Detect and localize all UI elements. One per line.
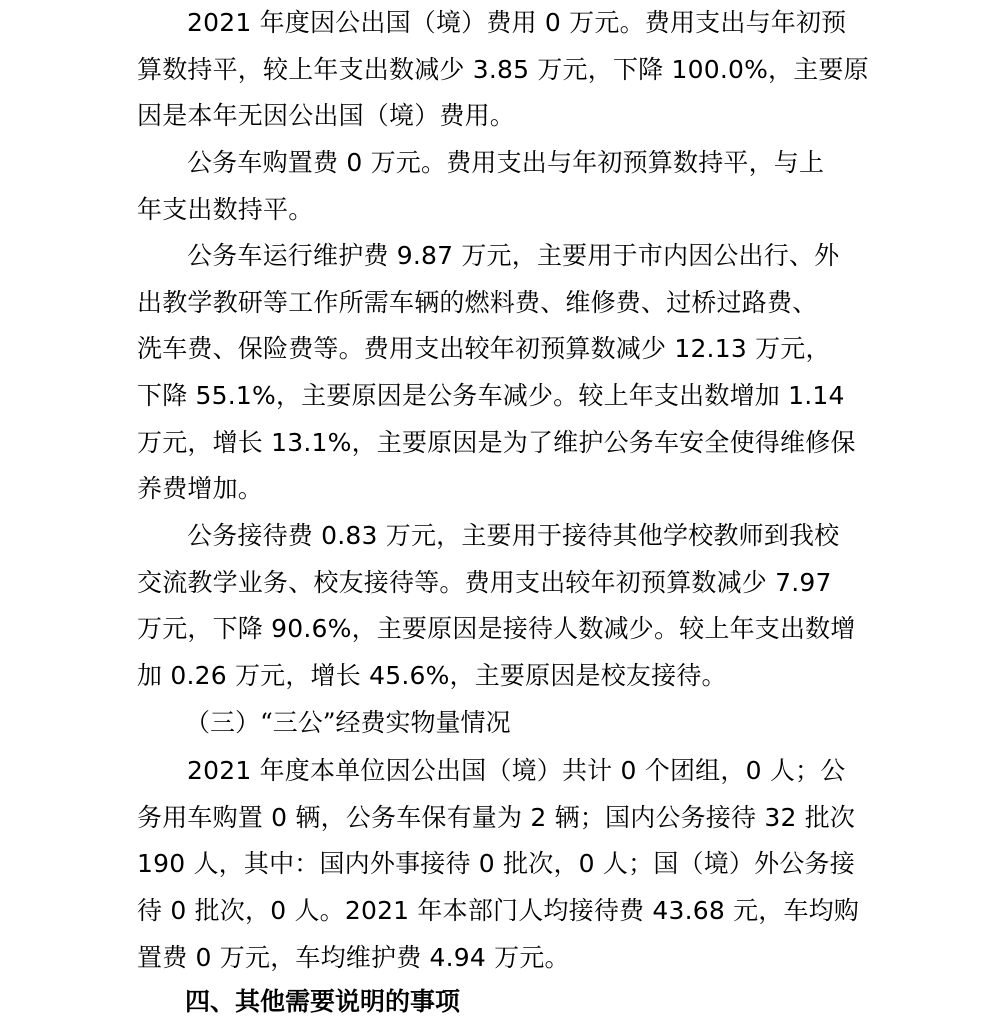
paragraph-line: 190 人，其中：国内外事接待 0 批次，0 人；国（境）外公务接 bbox=[137, 849, 855, 879]
paragraph-line: 2021 年度因公出国（境）费用 0 万元。费用支出与年初预 bbox=[187, 8, 847, 37]
paragraph-line: 公务车运行维护费 9.87 万元，主要用于市内因公出行、外 bbox=[187, 241, 840, 270]
overseas-travel-paragraph bbox=[137, 0, 877, 140]
paragraph-line: 加 0.26 万元，增长 45.6%，主要原因是校友接待。 bbox=[137, 661, 727, 691]
paragraph-line: 因是本年无因公出国（境）费用。 bbox=[137, 101, 516, 131]
paragraph-line: 2021 年度本单位因公出国（境）共计 0 个团组，0 人；公 bbox=[187, 756, 846, 785]
paragraph-line: 出教学教研等工作所需车辆的燃料费、维修费、过桥过路费、 bbox=[137, 287, 818, 317]
paragraph-line: 交流教学业务、校友接待等。费用支出较年初预算数减少 7.97 bbox=[137, 567, 832, 597]
paragraph-line: 万元，下降 90.6%，主要原因是接待人数减少。较上年支出数增 bbox=[137, 614, 856, 644]
paragraph-line: 待 0 批次，0 人。2021 年本部门人均接待费 43.68 元，车均购 bbox=[137, 896, 860, 926]
subsection-heading: （三）“三公”经费实物量情况 bbox=[185, 708, 511, 737]
vehicle-maintenance-paragraph bbox=[137, 233, 877, 513]
paragraph-line: 万元，增长 13.1%，主要原因是为了维护公务车安全使得维修保 bbox=[137, 427, 856, 457]
paragraph-line: 算数持平，较上年支出数减少 3.85 万元，下降 100.0%，主要原 bbox=[137, 54, 869, 84]
vehicle-purchase-paragraph bbox=[137, 140, 877, 233]
paragraph-line: 养费增加。 bbox=[137, 474, 264, 504]
paragraph-line: 下降 55.1%，主要原因是公务车减少。较上年支出数增加 1.14 bbox=[137, 381, 845, 411]
paragraph-line: 洗车费、保险费等。费用支出较年初预算数减少 12.13 万元， bbox=[137, 334, 831, 364]
paragraph-line: 年支出数持平。 bbox=[137, 194, 314, 224]
paragraph-line: 公务接待费 0.83 万元，主要用于接待其他学校教师到我校 bbox=[187, 521, 840, 550]
physical-quantity-paragraph bbox=[137, 748, 877, 981]
reception-paragraph bbox=[137, 513, 877, 700]
paragraph-line: 公务车购置费 0 万元。费用支出与年初预算数持平，与上 bbox=[187, 148, 825, 177]
section-heading: 四、其他需要说明的事项 bbox=[185, 987, 461, 1016]
paragraph-line: 置费 0 万元，车均维护费 4.94 万元。 bbox=[137, 942, 570, 972]
paragraph-line: 务用车购置 0 辆，公务车保有量为 2 辆；国内公务接待 32 批次 bbox=[137, 802, 856, 832]
